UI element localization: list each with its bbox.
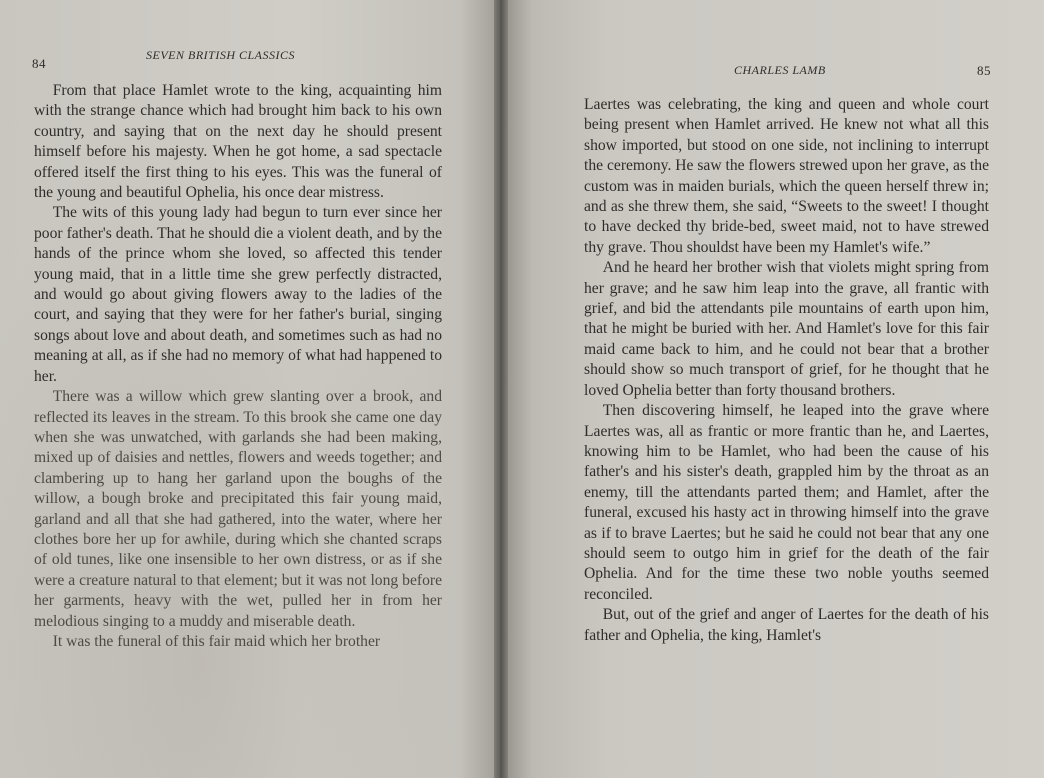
paragraph: Laertes was celebrating, the king and queen and whole court being present when Hamlet arrived. He knew not what all this show imported, but stood on one side, not inclining to interrupt the ceremony. He saw the flowers strewed upon her grave, as the custom was in maiden burials, which the queen herself threw in; and as she threw them, she said, “Sweets to the sweet! I thought to have decked thy bride-bed, sweet maid, not to have strewed thy grave. Thou shouldst have been my Hamlet's wife.” — [584, 96, 989, 256]
paragraph: Then discovering himself, he leaped into the grave where Laertes was, all as frantic or more frantic than he, and Laertes, knowing him to be Hamlet, who had been the cause of his father's and his sister's death, grappled him by the throat as an enemy, till the attendants parted them; and Hamlet, after the funeral, excused his hasty act in throwing himself into the grave as if to brave Laertes; but he said he could not bear that any one should seem to outgo him in grief for the death of the fair Ophelia. And for the time these two noble youths seemed reconciled. — [584, 402, 989, 603]
paragraph: There was a willow which grew slanting over a brook, and reflected its leaves in the stream. To this brook she came one day when she was unwatched, with garlands she had been making, mixed up of daisies and nettles, flowers and weeds together; and clambering up to hang her garland upon the boughs of the willow, a bough broke and precipitated this fair young maid, garland and all that she had gathered, into the water, where her clothes bore her up for awhile, during which she chanted scraps of old tunes, like one insensible to her own distress, or as if she were a creature natural to that element; but it was not long before her garments, heavy with the wet, pulled her in from her melodious singing to a muddy and miserable death. — [34, 388, 442, 630]
paragraph: From that place Hamlet wrote to the king, acquainting him with the strange chance which had brought him back to his own country, and saying that on the next day he should present himself before his majesty. When he got home, a sad spectacle offered itself the first thing to his eyes. This was the funeral of the young and beautiful Ophelia, his once dear mistress. — [34, 82, 442, 202]
left-running-head: SEVEN BRITISH CLASSICS — [146, 48, 295, 62]
right-page — [500, 0, 1044, 778]
left-page — [0, 0, 500, 778]
paragraph: The wits of this young lady had begun to turn ever since her poor father's death. That he should die a violent death, and by the hands of the prince whom she loved, so affected this tender young maid, that in a little time she grew perfectly distracted, and would go about giving flowers away to the ladies of the court, and saying that they were for her father's burial, singing songs about love and about death, and sometimes such as had no meaning at all, as if she had no memory of what had happened to her. — [34, 204, 442, 385]
right-running-head: CHARLES LAMB — [734, 63, 826, 77]
book-spine-gutter — [494, 0, 508, 778]
left-page-text — [34, 81, 442, 652]
right-page-number: 85 — [977, 63, 991, 78]
paragraph: It was the funeral of this fair maid which her brother — [52, 632, 381, 650]
left-page-number: 84 — [32, 56, 46, 71]
right-page-text — [584, 95, 989, 646]
paragraph: And he heard her brother wish that violets might spring from her grave; and he saw him leap into the grave, all frantic with grief, and bid the attendants pile mountains of earth upon him, that he might be buried with her. And Hamlet's love for this fair maid came back to him, and he could not bear that a brother should show so much transport of grief, for he thought that he loved Ophelia better than forty thousand brothers. — [584, 259, 989, 399]
paragraph: But, out of the grief and anger of Laertes for the death of his father and Ophelia, the king, Hamlet's — [584, 606, 989, 644]
